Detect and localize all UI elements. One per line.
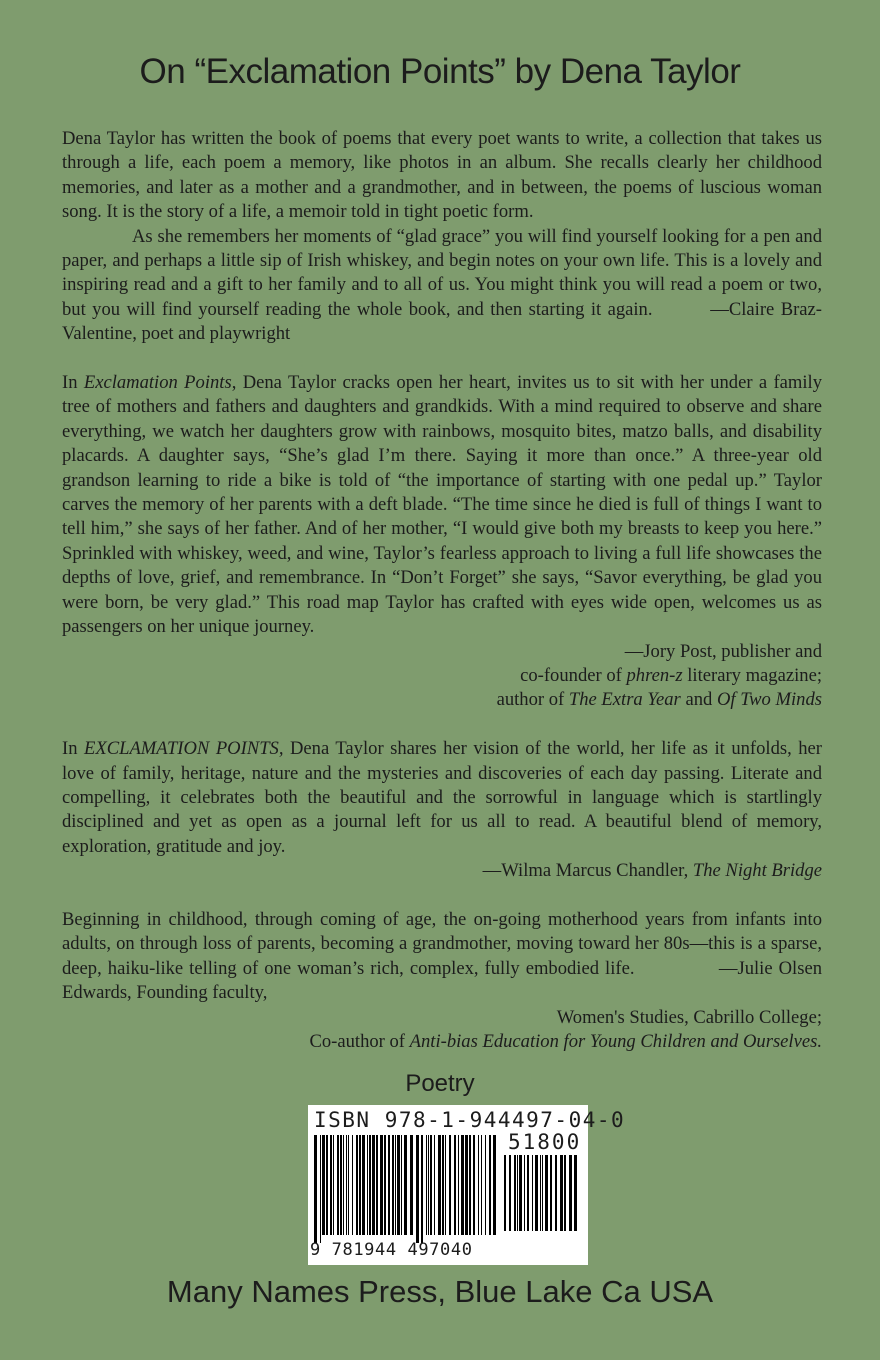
barcode-bar bbox=[545, 1155, 548, 1231]
blurb-attribution: co-founder of phren-z literary magazine; bbox=[520, 664, 822, 686]
barcode-bar bbox=[434, 1135, 435, 1235]
barcode-bar bbox=[509, 1155, 511, 1231]
barcode-bar bbox=[532, 1155, 533, 1231]
blurb-lead: In bbox=[62, 738, 84, 760]
barcode-bar bbox=[416, 1135, 419, 1243]
magazine-title: phren-z bbox=[626, 664, 683, 686]
barcode-bar bbox=[430, 1135, 432, 1235]
blurb-lead: In bbox=[62, 372, 84, 394]
barcode-bar bbox=[574, 1155, 577, 1231]
page-title: On “Exclamation Points” by Dena Taylor bbox=[139, 52, 741, 91]
barcode-bar bbox=[550, 1155, 552, 1231]
barcode-bar bbox=[524, 1155, 525, 1231]
book-title: Of Two Minds bbox=[716, 689, 822, 711]
barcode-bar bbox=[314, 1135, 317, 1243]
barcode-bar bbox=[489, 1135, 491, 1235]
blurb-text: As she remembers her moments of “glad grace” you will find yourself looking for a pen and paper, and perhaps a little sip of Irish whiskey, and begin notes on your own life. This is a lovely and inspiring read and a gift to her family and to all of us. You might think you will read a poem or two, but you will find yourself reading the whole book, and then starting it again. bbox=[62, 225, 822, 320]
barcode-bar bbox=[560, 1155, 563, 1231]
barcode-bar bbox=[458, 1135, 459, 1235]
barcode-bar bbox=[481, 1135, 482, 1235]
barcode-bar bbox=[410, 1135, 413, 1235]
ean-digits: 9 781944 497040 bbox=[310, 1240, 473, 1260]
category-label: Poetry bbox=[405, 1070, 475, 1097]
barcode-bar bbox=[356, 1135, 358, 1235]
barcode-bar bbox=[542, 1155, 543, 1231]
barcode-bar bbox=[438, 1135, 441, 1235]
addon-barcode-bars bbox=[504, 1155, 582, 1239]
barcode-bar bbox=[388, 1135, 390, 1235]
barcode-bar bbox=[333, 1135, 334, 1235]
isbn-label: ISBN 978-1-944497-04-0 bbox=[314, 1108, 626, 1132]
blurb-post bbox=[62, 371, 822, 713]
blurb-paragraph bbox=[62, 371, 822, 639]
barcode-bar bbox=[362, 1135, 365, 1235]
barcode-bar bbox=[372, 1135, 375, 1235]
barcode-bar bbox=[348, 1135, 349, 1235]
barcode-bar bbox=[395, 1135, 396, 1235]
barcode-bar bbox=[454, 1135, 456, 1235]
barcode-bar bbox=[465, 1135, 468, 1235]
barcode-bar bbox=[442, 1135, 444, 1235]
barcode-bar bbox=[367, 1135, 368, 1235]
barcode-bar bbox=[535, 1155, 538, 1231]
barcode-bar bbox=[569, 1155, 572, 1231]
barcode-bar bbox=[322, 1135, 325, 1235]
barcode-bar bbox=[527, 1155, 529, 1231]
barcode-bar bbox=[384, 1135, 386, 1235]
blurb-paragraph bbox=[62, 737, 822, 859]
barcode-bar bbox=[326, 1135, 328, 1235]
ean-barcode-bars bbox=[314, 1135, 498, 1243]
barcode-bar bbox=[343, 1135, 344, 1235]
barcode-bar bbox=[359, 1135, 361, 1235]
barcode-bar bbox=[514, 1155, 516, 1231]
blurb-paragraph bbox=[62, 908, 822, 1006]
barcode-bar bbox=[376, 1135, 378, 1235]
barcode-bar bbox=[404, 1135, 407, 1235]
blurbs bbox=[62, 127, 822, 1079]
blurb-attribution: —Julie Olsen Edwards, Founding faculty, bbox=[62, 957, 822, 1004]
barcode-bar bbox=[369, 1135, 371, 1235]
blurb-attribution: author of The Extra Year and Of Two Minds bbox=[496, 689, 822, 711]
barcode-bar bbox=[428, 1135, 429, 1235]
blurb-paragraph bbox=[62, 225, 822, 347]
barcode-bar bbox=[540, 1155, 541, 1231]
barcode-bar bbox=[397, 1135, 400, 1235]
book-title: Exclamation Points bbox=[83, 372, 232, 394]
publisher: Many Names Press, Blue Lake Ca USA bbox=[166, 1274, 714, 1309]
barcode-bar bbox=[555, 1155, 557, 1231]
barcode-bar bbox=[461, 1135, 464, 1235]
book-title: EXCLAMATION POINTS, bbox=[83, 738, 284, 760]
book-title: The Night Bridge bbox=[692, 860, 822, 882]
barcode-bar bbox=[340, 1135, 342, 1235]
book-title: Anti-bias Education for Young Children and Ourselves. bbox=[409, 1030, 822, 1052]
barcode-bar bbox=[473, 1135, 475, 1235]
blurb-attribution: —Claire Braz-Valentine, poet and playwright bbox=[62, 298, 822, 345]
barcode-bar bbox=[519, 1155, 522, 1231]
blurb-attribution: —Jory Post, publisher and bbox=[624, 640, 822, 662]
barcode-bar bbox=[485, 1135, 486, 1235]
isbn-barcode bbox=[308, 1105, 626, 1265]
blurb-edwards bbox=[62, 908, 822, 1054]
barcode-bar bbox=[330, 1135, 332, 1235]
barcode-bar bbox=[504, 1155, 506, 1231]
blurb-attribution: Women's Studies, Cabrillo College; bbox=[556, 1006, 822, 1028]
barcode-bar bbox=[445, 1135, 446, 1235]
blurb-attribution: —Wilma Marcus Chandler, The Night Bridge bbox=[482, 860, 822, 882]
blurb-chandler bbox=[62, 737, 822, 883]
blurb-text: , Dena Taylor cracks open her heart, invites us to sit with her under a family tree of mothers and fathers and daughters and grandkids. With a mind required to observe and share everything, we watch her daughters grow with rainbows, mosquito bites, matzo balls, and disability placards. A daughter says, “She’s glad I’m there. Saying it more than once.” A three-year old grandson learning to ride a bike is told of “the importance of starting with one pedal up.” Taylor carves the memory of her parents with a deft blade. “The time since he died is full of things I want to tell him,” she says of her father. And of her mother, “I would give both my breasts to keep you here.” Sprinkled with whiskey, weed, and wine, Taylor’s fearless approach to living a full life showcases the depths of love, grief, and remembrance. In “Don’t Forget” she says, “Savor everything, be glad you were born, be very glad.” This road map Taylor has crafted with eyes wide open, welcomes us as passengers on her unique journey. bbox=[62, 372, 822, 638]
barcode-bar bbox=[564, 1155, 566, 1231]
blurb-text: Dena Taylor shares her vision of the world, her life as it unfolds, her love of family, heritage, nature and the mysteries and discoveries of each day passing. Literate and compelling, it celebrates both the beautiful and the sorrowful in language which is startlingly disciplined and yet as open as a journal left for us all to read. A beautiful blend of memory, exploration, gratitude and joy. bbox=[62, 738, 822, 857]
barcode-bar bbox=[352, 1135, 353, 1235]
blurb-paragraph: Dena Taylor has written the book of poems that every poet wants to write, a collection that takes us through a life, each poem a memory, like photos in an album. She recalls clearly her childhood memories, and later as a mother and a grandmother, and in between, the poems of luscious woman song. It is the story of a life, a memoir told in tight poetic form. bbox=[62, 128, 822, 223]
blurb-text: Beginning in childhood, through coming of age, the on-going motherhood years from infants into adults, on through loss of parents, becoming a grandmother, moving toward her 80s—this is a sparse, deep, haiku-like telling of one woman’s rich, complex, fully embodied life. bbox=[62, 908, 822, 979]
barcode-bar bbox=[517, 1155, 518, 1231]
barcode-bar bbox=[392, 1135, 394, 1235]
barcode-bar bbox=[421, 1135, 423, 1243]
barcode-bar bbox=[401, 1135, 402, 1235]
barcode-bar bbox=[320, 1135, 321, 1243]
barcode-bar bbox=[493, 1135, 496, 1235]
barcode-bar bbox=[478, 1135, 479, 1235]
barcode-bar bbox=[380, 1135, 383, 1235]
barcode-bar bbox=[469, 1135, 471, 1235]
book-title: The Extra Year bbox=[568, 689, 681, 711]
blurb-braz-valentine bbox=[62, 127, 822, 347]
price-code: 51800 bbox=[508, 1130, 582, 1154]
blurb-attribution: Co-author of Anti-bias Education for Young Children and Ourselves. bbox=[309, 1030, 822, 1052]
barcode-bar bbox=[449, 1135, 451, 1235]
barcode-bar bbox=[337, 1135, 339, 1235]
barcode-bar bbox=[346, 1135, 347, 1235]
barcode-bar bbox=[426, 1135, 427, 1235]
